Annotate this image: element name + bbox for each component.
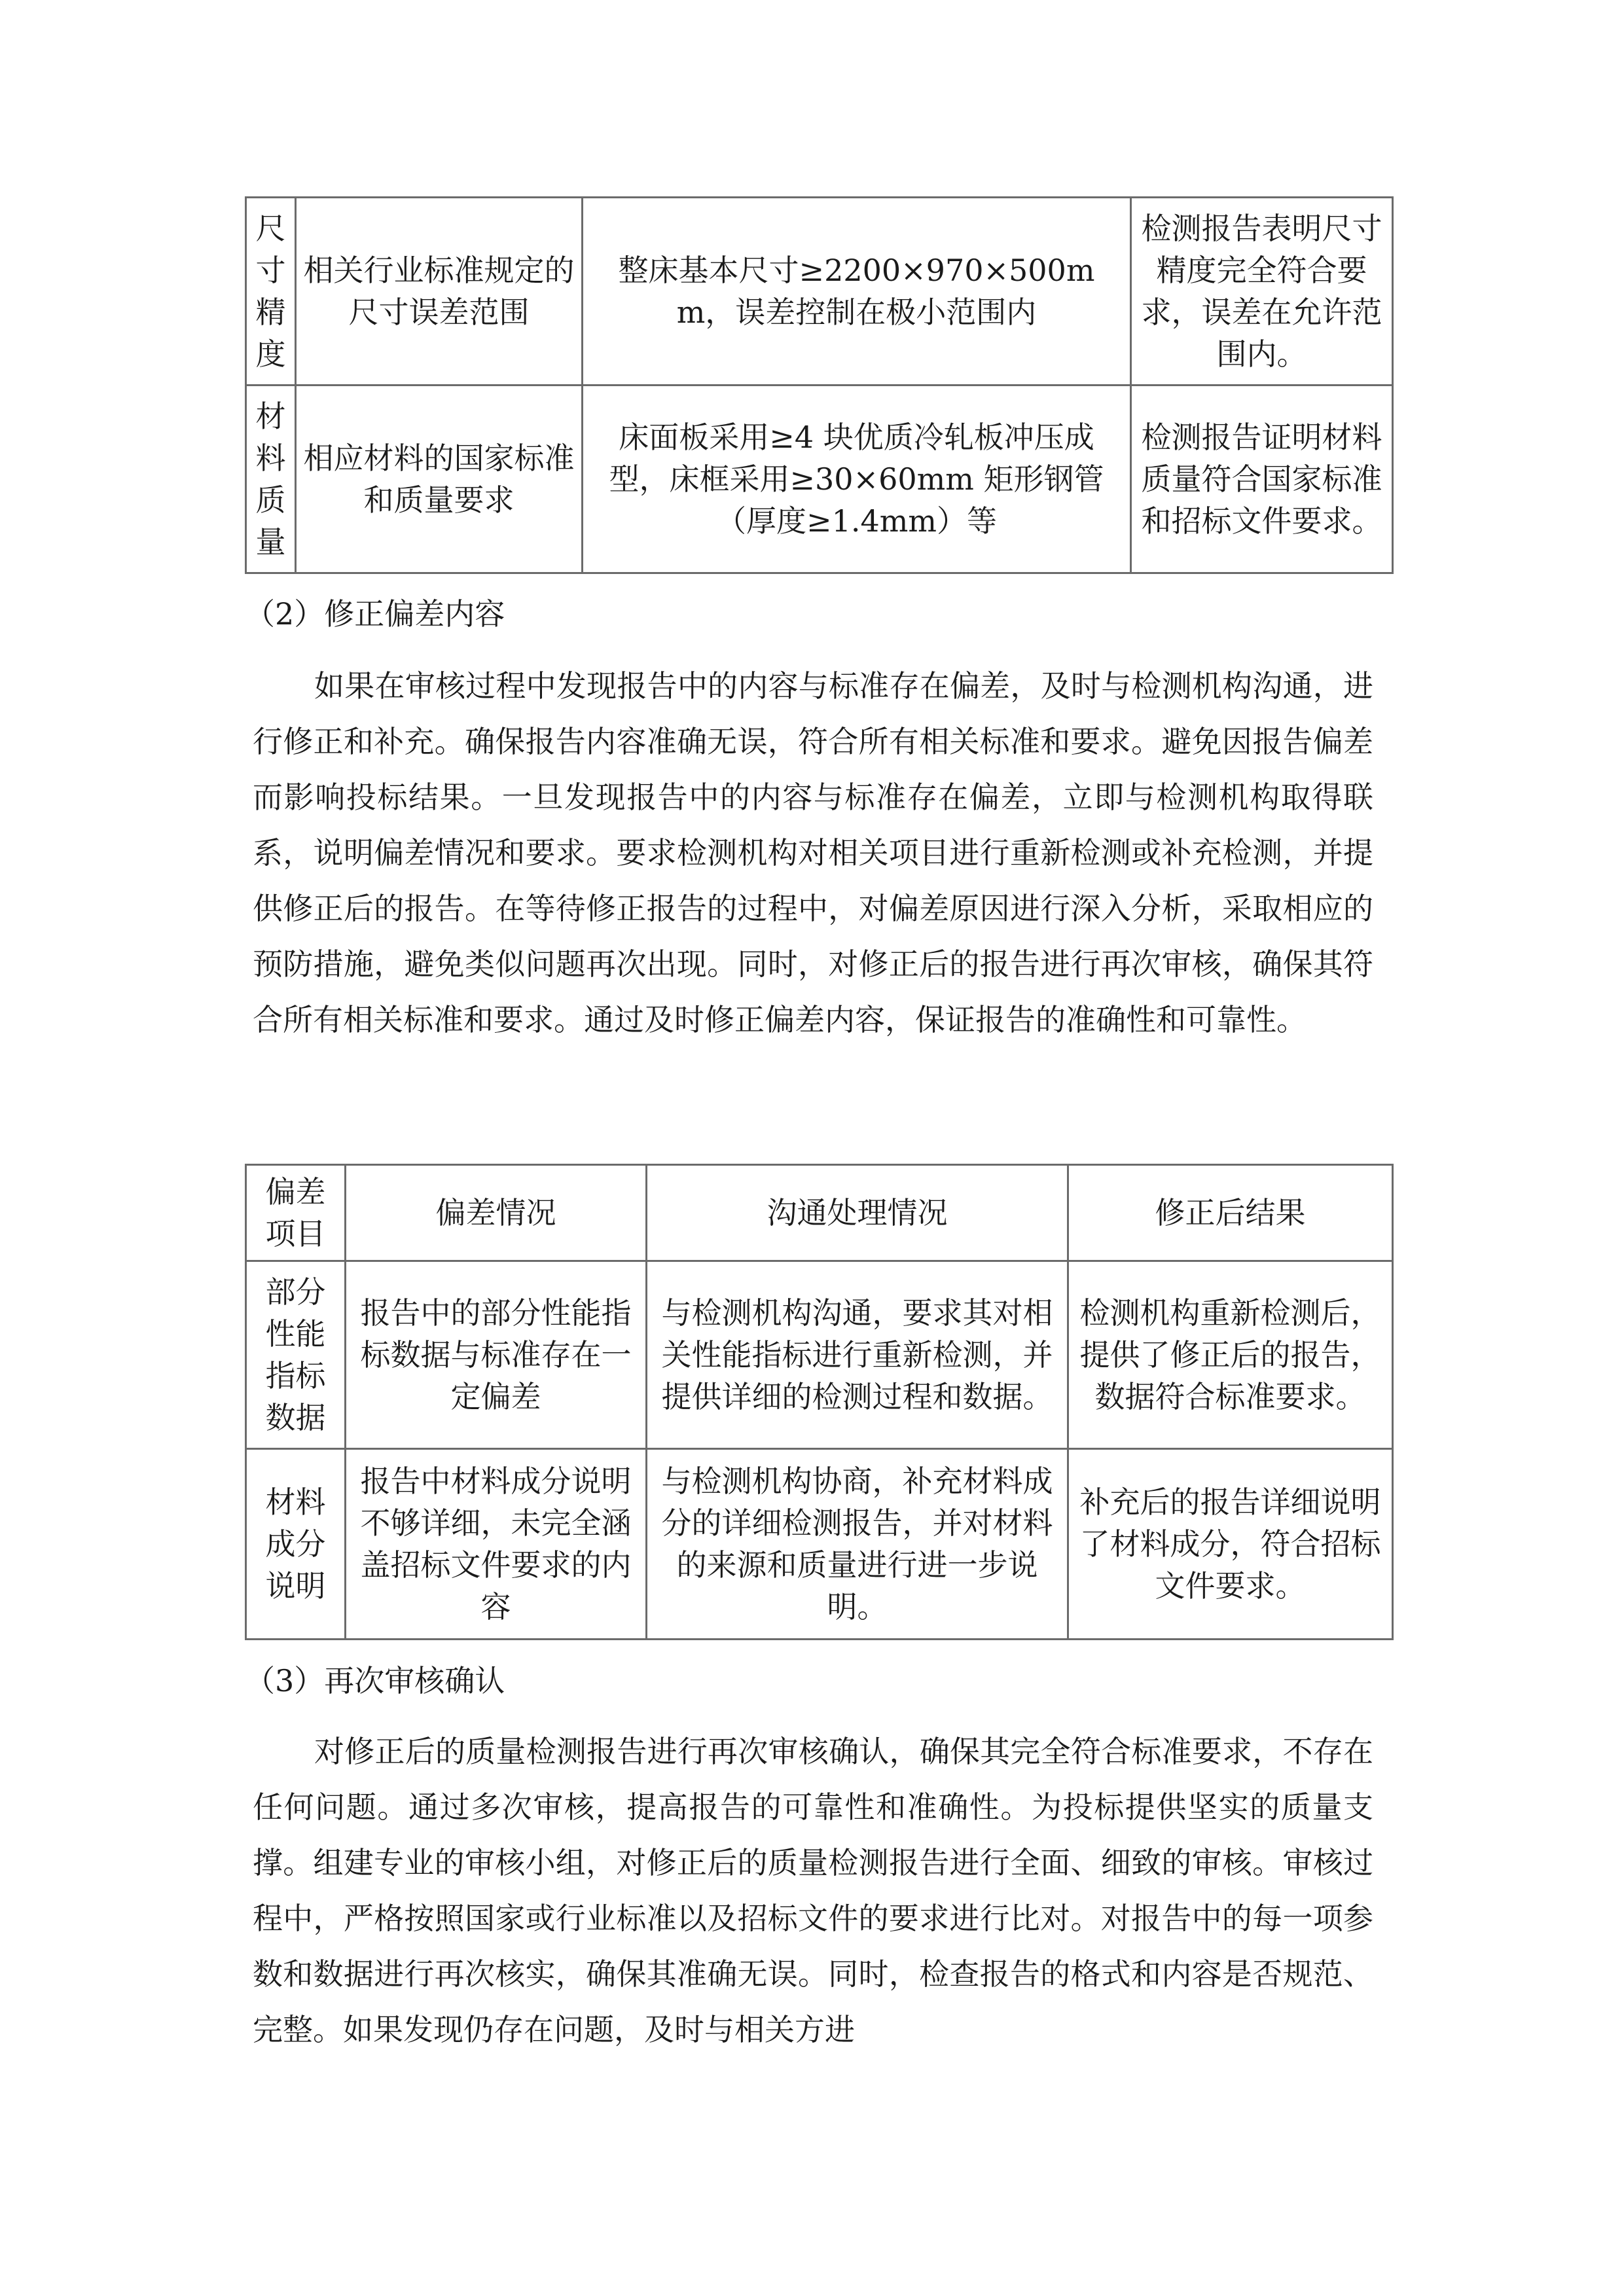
- section-heading-recheck: （3）再次审核确认: [245, 1663, 505, 1698]
- table-cell-handling: 与检测机构协商，补充材料成分的详细检测报告，并对材料的来源和质量进行进一步说明。: [647, 1449, 1068, 1640]
- table-cell-handling: 与检测机构沟通，要求其对相关性能指标进行重新检测，并提供详细的检测过程和数据。: [647, 1261, 1068, 1449]
- table-header-row: [246, 1165, 1393, 1261]
- table-cell-deviation: 报告中材料成分说明不够详细，未完全涵盖招标文件要求的内容: [346, 1449, 647, 1640]
- table-header-cell: 沟通处理情况: [647, 1165, 1068, 1261]
- table-row: [246, 1261, 1393, 1449]
- specification-table: [245, 196, 1394, 574]
- table-header-cell: 偏差情况: [346, 1165, 647, 1261]
- table-row: [246, 1449, 1393, 1640]
- table-cell-item: 材料质量: [246, 386, 296, 573]
- table-cell-item: 部分性能指标数据: [246, 1261, 346, 1449]
- table-cell-result: 检测机构重新检测后，提供了修正后的报告，数据符合标准要求。: [1068, 1261, 1393, 1449]
- table-cell-result: 补充后的报告详细说明了材料成分，符合招标文件要求。: [1068, 1449, 1393, 1640]
- table-row: [246, 386, 1393, 573]
- table-cell-standard: 相关行业标准规定的尺寸误差范围: [296, 198, 583, 386]
- table-cell-result: 检测报告证明材料质量符合国家标准和招标文件要求。: [1131, 386, 1393, 573]
- table-cell-requirement: 整床基本尺寸≥2200×970×500mm，误差控制在极小范围内: [583, 198, 1131, 386]
- table-cell-requirement: 床面板采用≥4 块优质冷轧板冲压成型，床框采用≥30×60mm 矩形钢管（厚度≥1.4mm）等: [583, 386, 1131, 573]
- table-row: [246, 198, 1393, 386]
- table-cell-item: 尺寸精度: [246, 198, 296, 386]
- table-header-cell: 偏差项目: [246, 1165, 346, 1261]
- section-heading-correct-deviation: （2）修正偏差内容: [245, 596, 505, 632]
- table-cell-standard: 相应材料的国家标准和质量要求: [296, 386, 583, 573]
- paragraph-correct-deviation: 如果在审核过程中发现报告中的内容与标准存在偏差，及时与检测机构沟通，进行修正和补充。确保报告内容准确无误，符合所有相关标准和要求。避免因报告偏差而影响投标结果。一旦发现报告中的内容与标准存在偏差，立即与检测机构取得联系，说明偏差情况和要求。要求检测机构对相关项目进行重新检测或补充检测，并提供修正后的报告。在等待修正报告的过程中，对偏差原因进行深入分析，采取相应的预防措施，避免类似问题再次出现。同时，对修正后的报告进行再次审核，确保其符合所有相关标准和要求。通过及时修正偏差内容，保证报告的准确性和可靠性。: [253, 668, 1373, 1037]
- deviation-table: [245, 1164, 1394, 1640]
- paragraph-recheck: 对修正后的质量检测报告进行再次审核确认，确保其完全符合标准要求，不存在任何问题。通过多次审核，提高报告的可靠性和准确性。为投标提供坚实的质量支撑。组建专业的审核小组，对修正后的质量检测报告进行全面、细致的审核。审核过程中，严格按照国家或行业标准以及招标文件的要求进行比对。对报告中的每一项参数和数据进行再次核实，确保其准确无误。同时，检查报告的格式和内容是否规范、完整。如果发现仍存在问题，及时与相关方进: [253, 1734, 1373, 2047]
- table-header-cell: 修正后结果: [1068, 1165, 1393, 1261]
- table-cell-result: 检测报告表明尺寸精度完全符合要求，误差在允许范围内。: [1131, 198, 1393, 386]
- table-cell-item: 材料成分说明: [246, 1449, 346, 1640]
- table-cell-deviation: 报告中的部分性能指标数据与标准存在一定偏差: [346, 1261, 647, 1449]
